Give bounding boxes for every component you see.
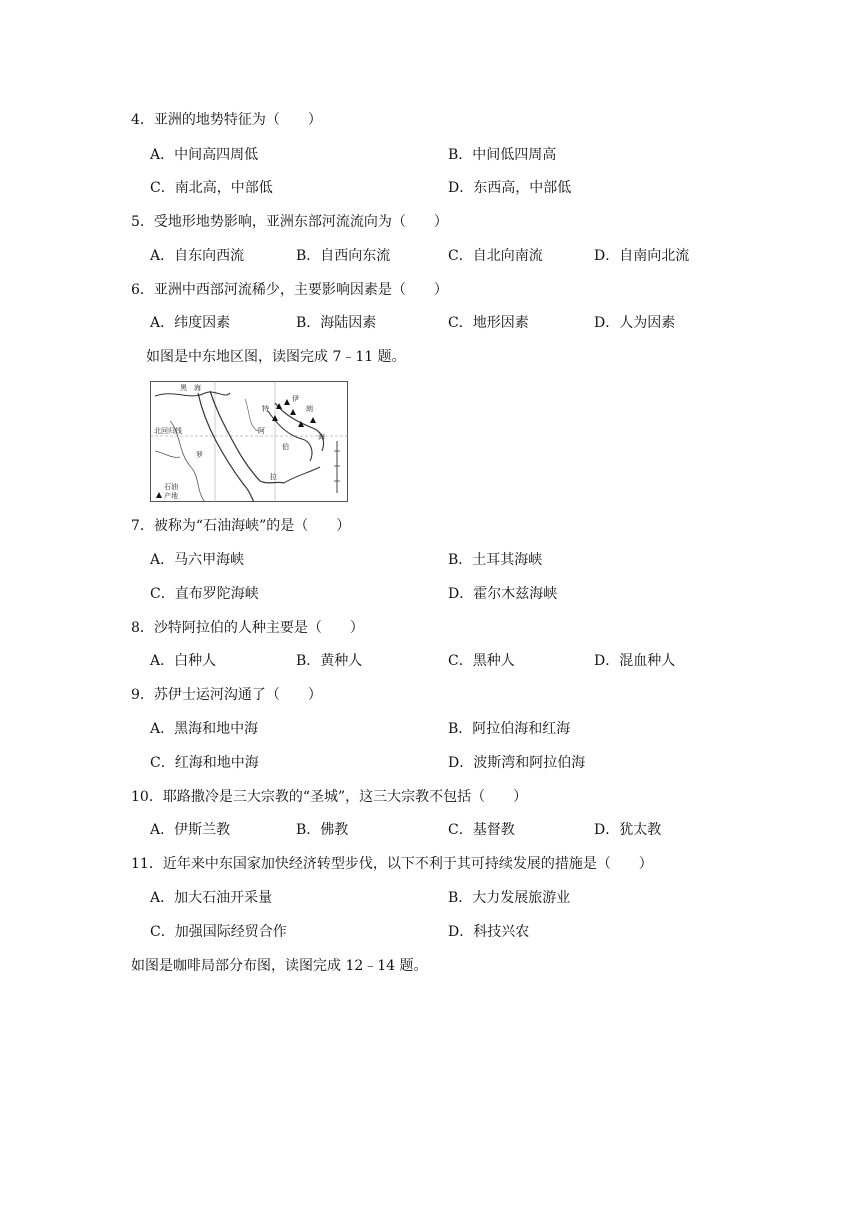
question-10-option-b: B．佛教: [296, 822, 349, 838]
question-8-option-b: B．黄种人: [296, 653, 363, 669]
middle-east-map-graphic: [150, 381, 348, 502]
question-11-option-c: C．加强国际经贸合作: [150, 924, 287, 940]
question-8-option-c: C．黑种人: [448, 653, 515, 669]
question-7-option-a: A．马六甲海峡: [150, 552, 245, 568]
map-label-bo: 伯: [282, 443, 289, 451]
question-8-stem: 8．沙特阿拉伯的人种主要是（ ）: [131, 620, 364, 636]
question-4-option-d: D．东西高，中部低: [448, 180, 572, 196]
map-label-field: 产地: [164, 492, 178, 500]
map-label-te: 特: [262, 405, 269, 413]
question-9-option-a: A．黑海和地中海: [150, 721, 259, 737]
map-label-la: 拉: [270, 473, 277, 481]
question-9-option-b: B．阿拉伯海和红海: [448, 721, 571, 737]
question-11-stem: 11．近年来中东国家加快经济转型步伐，以下不利于其可持续发展的措施是（ ）: [131, 856, 653, 872]
question-10-option-c: C．基督教: [448, 822, 515, 838]
question-7-option-b: B．土耳其海峡: [448, 552, 543, 568]
question-11-option-a: A．加大石油开采量: [150, 890, 273, 906]
question-5-option-c: C．自北向南流: [448, 248, 543, 264]
question-6-option-d: D．人为因素: [594, 315, 676, 331]
map-label-lang: 朗: [306, 405, 313, 413]
question-7-option-c: C．直布罗陀海峡: [150, 586, 259, 602]
map-label-a: 阿: [258, 427, 265, 435]
question-6-option-c: C．地形因素: [448, 315, 529, 331]
question-9-option-d: D．波斯湾和阿拉伯海: [448, 755, 586, 771]
question-6-option-a: A．纬度因素: [150, 315, 231, 331]
question-7-option-d: D．霍尔木兹海峡: [448, 586, 558, 602]
question-10-option-d: D．犹太教: [594, 822, 662, 838]
coffee-map-intro-text: 如图是咖啡局部分布图，读图完成 12﹣14 题。: [131, 958, 428, 974]
question-8-option-d: D．混血种人: [594, 653, 676, 669]
question-10-stem: 10．耶路撒冷是三大宗教的“圣城”，这三大宗教不包括（ ）: [131, 789, 528, 805]
question-5-option-a: A．自东向西流: [150, 248, 245, 264]
question-11-option-d: D．科技兴农: [448, 924, 530, 940]
question-4-option-b: B．中间低四周高: [448, 147, 557, 163]
question-5-stem: 5．受地形地势影响，亚洲东部河流流向为（ ）: [131, 214, 448, 230]
question-8-option-a: A．白种人: [150, 653, 217, 669]
map-label-hai: 海: [194, 384, 201, 392]
question-6-stem: 6．亚洲中西部河流稀少，主要影响因素是（ ）: [131, 282, 448, 298]
map-label-luo: 罗: [196, 451, 203, 459]
map-label-tropic: 北回归线: [154, 427, 182, 435]
question-9-option-c: C．红海和地中海: [150, 755, 259, 771]
middle-east-map: [150, 381, 348, 502]
question-10-option-a: A．伊斯兰教: [150, 822, 231, 838]
map-label-hai2: 海: [318, 433, 325, 441]
question-11-option-b: B．大力发展旅游业: [448, 890, 571, 906]
map-label-hei: 黑: [180, 384, 187, 392]
question-4-option-a: A．中间高四周低: [150, 147, 259, 163]
question-5-option-b: B．自西向东流: [296, 248, 391, 264]
question-4-option-c: C．南北高，中部低: [150, 180, 273, 196]
map-label-oil: 石油: [164, 483, 178, 491]
question-5-option-d: D．自南向北流: [594, 248, 690, 264]
question-4-stem: 4．亚洲的地势特征为（ ）: [131, 112, 322, 128]
question-7-stem: 7．被称为“石油海峡”的是（ ）: [131, 518, 351, 534]
question-6-option-b: B．海陆因素: [296, 315, 377, 331]
question-9-stem: 9．苏伊士运河沟通了（ ）: [131, 687, 322, 703]
map-label-yi: 伊: [292, 395, 299, 403]
map-intro-text: 如图是中东地区图，读图完成 7﹣11 题。: [146, 349, 406, 365]
